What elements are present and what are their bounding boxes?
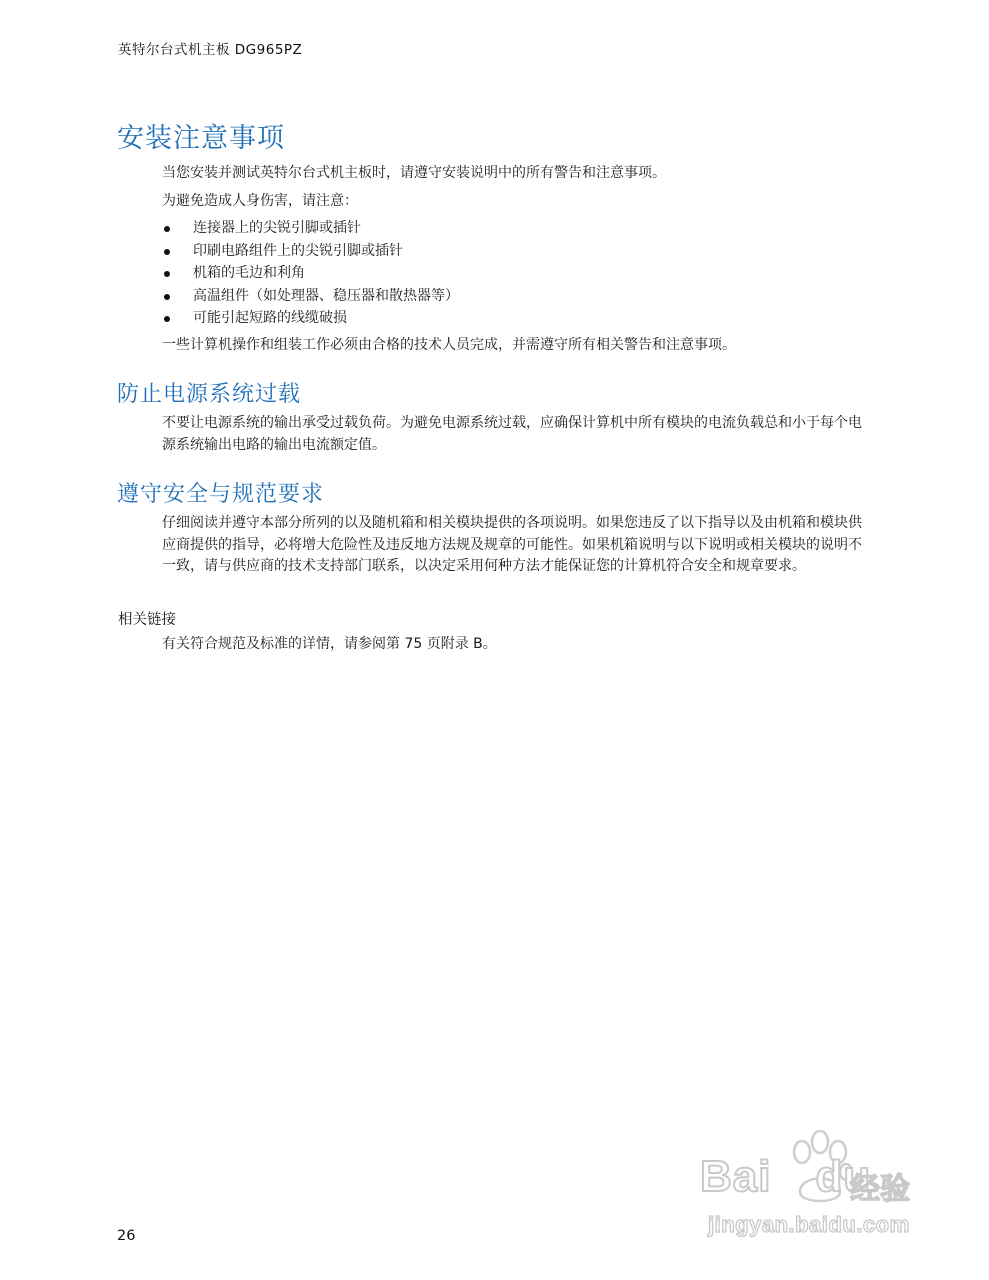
bullet-icon xyxy=(164,271,170,277)
install-hazard-list xyxy=(162,217,459,330)
bullet-icon xyxy=(164,226,170,232)
install-lead: 为避免造成人身伤害，请注意： xyxy=(162,193,358,209)
bullet-icon xyxy=(164,249,170,255)
watermark-brand-cn: 经验 xyxy=(850,1172,910,1207)
related-links-heading: 相关链接 xyxy=(118,612,176,628)
watermark-brand: Bai du xyxy=(700,1152,872,1201)
install-intro: 当您安装并测试英特尔台式机主板时，请遵守安装说明中的所有警告和注意事项。 xyxy=(162,165,666,181)
list-item: 印刷电路组件上的尖锐引脚或插针 xyxy=(162,240,459,263)
bullet-icon xyxy=(164,316,170,322)
watermark-url: jingyan.baidu.com xyxy=(708,1212,910,1237)
list-item: 机箱的毛边和利角 xyxy=(162,262,459,285)
section-title-compliance: 遵守安全与规范要求 xyxy=(117,482,325,507)
compliance-body: 仔细阅读并遵守本部分所列的以及随机箱和相关模块提供的各项说明。如果您违反了以下指导以及由机箱和模块供应商提供的指导，必将增大危险性及违反地方法规及规章的可能性。如果机箱说明与以下说明或相关模块的说明不一致，请与供应商的技术支持部门联系，以决定采用何种方法才能保证您的计算机符合安全和规章要求。 xyxy=(162,515,862,574)
list-item: 高温组件（如处理器、稳压器和散热器等） xyxy=(162,285,459,308)
page-number: 26 xyxy=(117,1228,136,1244)
section-title-install: 安装注意事项 xyxy=(117,123,285,154)
related-links-body: 有关符合规范及标准的详情，请参阅第 75 页附录 B。 xyxy=(162,636,497,652)
baidu-jingyan-watermark xyxy=(700,1130,935,1245)
overload-body: 不要让电源系统的输出承受过载负荷。为避免电源系统过载，应确保计算机中所有模块的电流负载总和小于每个电源系统输出电路的输出电流额定值。 xyxy=(162,415,862,453)
section-title-overload: 防止电源系统过载 xyxy=(117,382,302,407)
list-item: 连接器上的尖锐引脚或插针 xyxy=(162,217,459,240)
running-header: 英特尔台式机主板 DG965PZ xyxy=(118,42,303,58)
install-closing: 一些计算机操作和组装工作必须由合格的技术人员完成，并需遵守所有相关警告和注意事项。 xyxy=(162,337,736,353)
bullet-icon xyxy=(164,294,170,300)
list-item: 可能引起短路的线缆破损 xyxy=(162,307,459,330)
